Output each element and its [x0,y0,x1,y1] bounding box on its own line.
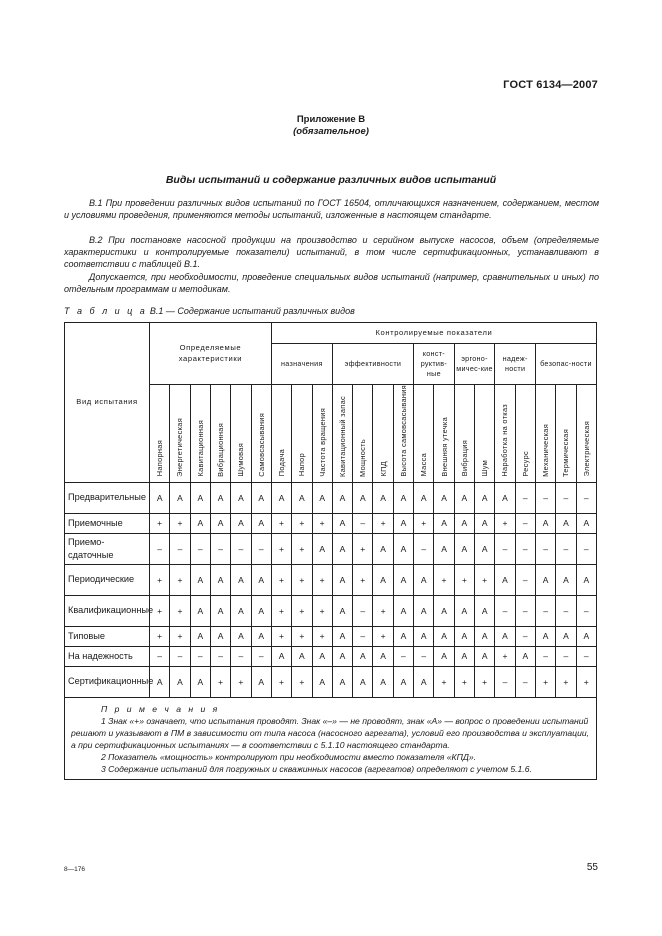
table-row [65,666,597,697]
table-cell: А [393,513,413,533]
table-cell: – [556,646,576,666]
table-cell: – [353,595,373,626]
column-header: Напорная [150,385,170,483]
table-cell: А [556,626,576,646]
column-header: Электрическая [576,385,596,483]
table-cell: А [576,513,596,533]
table-cell: А [251,626,271,646]
table-cell: – [150,533,170,564]
paragraph-b3: Допускается, при необходимости, проведение специальных видов испытаний (например, сравнительных и иных) по отдельным программам и методикам. [64,272,599,295]
table-cell: А [454,626,474,646]
column-header: Термическая [556,385,576,483]
table-cell: А [271,482,291,513]
table-cell: – [495,533,515,564]
table-cell: А [210,626,230,646]
table-cell: А [393,595,413,626]
table-cell: А [150,482,170,513]
table-cell: – [414,646,434,666]
table-cell: А [170,482,190,513]
table-cell: А [393,482,413,513]
note-item: 1 Знак «+» означает, что испытания проводят. Знак «–» — не проводят, знак «А» — вопрос о проведении испытаний решают и указывают в ПМ в зависимости от типа насоса (насосного агрегата), условий его производства и эксплуатации, а при сертификационных испытаниях — в соответствии с 5.1.10 настоящего стандарта. [71,715,590,750]
column-header: Шум [475,385,495,483]
table-cell: + [231,666,251,697]
table-cell: + [475,564,495,595]
table-cell: А [475,533,495,564]
column-header: Напор [292,385,312,483]
table-row [65,595,597,626]
table-cell: – [515,482,535,513]
table-cell: А [251,513,271,533]
table-cell: + [170,595,190,626]
row-label: На надежность [65,646,150,666]
table-cell: + [170,513,190,533]
table-cell: + [150,513,170,533]
table-cell: А [393,666,413,697]
table-cell: А [251,595,271,626]
table-cell: + [210,666,230,697]
table-cell: А [312,482,332,513]
table-row [65,513,597,533]
table-row [65,482,597,513]
table-cell: А [210,513,230,533]
table-cell: А [373,533,393,564]
table-cell: А [150,666,170,697]
table-cell: + [271,626,291,646]
table-cell: + [292,666,312,697]
table-cell: + [495,513,515,533]
subgroup-safety: безопас-ности [535,344,596,385]
table-cell: А [373,482,393,513]
table-cell: – [515,626,535,646]
table-cell: А [393,626,413,646]
row-label: Сертификационные [65,666,150,697]
table-cell: – [251,646,271,666]
table-cell: – [170,533,190,564]
table-cell: А [454,482,474,513]
table-cell: + [170,564,190,595]
subgroup-reliability: надеж-ности [495,344,536,385]
table-cell: + [475,666,495,697]
table-cell: А [332,595,352,626]
table-cell: А [475,482,495,513]
table-cell: А [292,646,312,666]
column-header: Наработка на отказ [495,385,515,483]
table-cell: А [475,513,495,533]
table-cell: А [576,626,596,646]
table-cell: А [414,482,434,513]
table-cell: А [312,533,332,564]
table-cell: А [393,533,413,564]
row-label: Типовые [65,626,150,646]
table-cell: – [231,533,251,564]
row-label: Приемочные [65,513,150,533]
column-header: Механическая [535,385,555,483]
table-cell: А [434,626,454,646]
column-header: Шумовая [231,385,251,483]
table-cell: – [515,666,535,697]
table-cell: А [231,595,251,626]
table-cell: + [292,513,312,533]
notes-heading: П р и м е ч а н и я [101,703,220,714]
table-cell: + [312,626,332,646]
table-cell: + [292,564,312,595]
table-cell: А [332,482,352,513]
table-cell: А [312,666,332,697]
table-cell: А [373,666,393,697]
table-cell: + [556,666,576,697]
table-cell: + [292,595,312,626]
column-header: Внешняя утечка [434,385,454,483]
table-cell: + [373,513,393,533]
table-cell: А [251,564,271,595]
table-cell: А [190,666,210,697]
row-label: Предварительные [65,482,150,513]
table-cell: – [535,646,555,666]
table-cell: – [515,513,535,533]
note-item: 2 Показатель «мощность» контролируют при необходимости вместо показателя «КПД». [101,751,477,762]
table-cell: А [353,666,373,697]
table-cell: А [434,513,454,533]
column-header: Подача [271,385,291,483]
table-cell: А [454,646,474,666]
column-header: Масса [414,385,434,483]
table-cell: – [535,533,555,564]
table-cell: – [190,533,210,564]
table-cell: А [332,666,352,697]
table-cell: А [475,595,495,626]
table-cell: + [535,666,555,697]
row-label: Приемо-сдаточные [65,533,150,564]
column-header: Ресурс [515,385,535,483]
table-cell: + [312,513,332,533]
table-cell: А [210,595,230,626]
table-cell: А [434,482,454,513]
table-cell: А [373,564,393,595]
table-cell: – [251,533,271,564]
table-cell: + [576,666,596,697]
table-cell: – [210,533,230,564]
table-cell: А [210,482,230,513]
table-cell: А [515,646,535,666]
table-cell: А [190,482,210,513]
table-cell: + [414,513,434,533]
table-cell: – [353,626,373,646]
table-cell: + [454,564,474,595]
table-cell: А [190,564,210,595]
table-cell: – [576,595,596,626]
table-cell: А [251,482,271,513]
subgroup-efficiency: эффективности [332,344,413,385]
table-cell: – [576,533,596,564]
table-cell: – [535,482,555,513]
table-cell: А [332,513,352,533]
table-cell: + [150,595,170,626]
table-cell: А [271,646,291,666]
table-cell: + [271,564,291,595]
table-cell: – [231,646,251,666]
table-cell: – [576,646,596,666]
table-cell: + [170,626,190,646]
table-cell: А [454,533,474,564]
table-cell: А [231,564,251,595]
page-number: 55 [586,862,598,873]
table-cell: + [312,595,332,626]
note-item: 3 Содержание испытаний для погружных и скважинных насосов (агрегатов) определяют с учетом 5.1.6. [101,763,532,774]
table-cell: А [231,513,251,533]
table-cell: – [515,533,535,564]
table-row [65,564,597,595]
table-cell: + [150,564,170,595]
table-cell: А [556,564,576,595]
table-cell: А [434,595,454,626]
column-header: Энергетическая [170,385,190,483]
table-cell: А [434,533,454,564]
table-row [65,646,597,666]
table-cell: + [271,533,291,564]
column-header: Высота самовсасывания [393,385,413,483]
table-cell: А [414,564,434,595]
table-cell: А [251,666,271,697]
column-header: Вибрация [454,385,474,483]
table-cell: + [373,595,393,626]
subgroup-ergonomic: эргоно-мичес-кие [454,344,495,385]
table-cell: – [495,666,515,697]
table-cell: А [535,564,555,595]
table-cell: А [495,482,515,513]
row-header-cell: Вид испытания [65,323,150,483]
paragraph-b2: В.2 При постановке насосной продукции на производство и серийном выпуске насосов, объем (определяемые характеристики и контролируемые показатели) испытаний, в том числе сертификационных, устанавливают в соответствии с таблицей В.1. [64,235,599,270]
test-types-table [64,322,597,780]
table-cell: + [353,533,373,564]
table-cell: А [414,626,434,646]
subgroup-design: конст-руктив-ные [414,344,455,385]
group-controlled: Контролируемые показатели [271,323,596,344]
column-header: Мощность [353,385,373,483]
table-cell: А [332,564,352,595]
paragraph-b1: В.1 При проведении различных видов испытаний по ГОСТ 16504, отличающихся назначением, содержанием, местом и условиями проведения, применяются методы испытаний, изложенные в настоящем стандарте. [64,198,599,221]
table-cell: – [515,595,535,626]
table-cell: – [353,513,373,533]
table-cell: А [353,646,373,666]
annex-subtitle: (обязательное) [293,126,369,137]
table-notes [65,697,597,779]
footer-code: 8—176 [64,866,85,873]
table-cell: А [190,513,210,533]
table-cell: + [434,666,454,697]
table-cell: А [454,513,474,533]
row-label: Периодические [65,564,150,595]
table-cell: А [292,482,312,513]
table-cell: А [170,666,190,697]
table-cell: + [271,666,291,697]
table-cell: – [210,646,230,666]
column-header: КПД [373,385,393,483]
table-cell: А [312,646,332,666]
subgroup-purpose: назначения [271,344,332,385]
table-cell: А [353,482,373,513]
table-cell: + [373,626,393,646]
table-cell: + [353,564,373,595]
table-cell: – [576,482,596,513]
table-cell: А [373,646,393,666]
table-cell: – [556,482,576,513]
column-header: Самовсасывания [251,385,271,483]
table-cell: – [170,646,190,666]
table-cell: А [393,564,413,595]
table-cell: + [271,513,291,533]
table-cell: + [312,564,332,595]
section-title: Виды испытаний и содержание различных видов испытаний [165,174,497,186]
table-cell: А [495,564,515,595]
table-cell: А [475,626,495,646]
table-cell: – [190,646,210,666]
table-cell: + [454,666,474,697]
table-cell: + [150,626,170,646]
column-header: Кавитационная [190,385,210,483]
standard-number: ГОСТ 6134—2007 [503,79,598,91]
table-cell: – [495,595,515,626]
group-determined: Определяемые характеристики [150,323,272,385]
table-cell: А [535,513,555,533]
table-cell: + [434,564,454,595]
table-cell: + [495,646,515,666]
table-cell: А [414,595,434,626]
column-header: Вибрационная [210,385,230,483]
table-row [65,626,597,646]
table-cell: А [332,626,352,646]
table-cell: А [332,646,352,666]
table-cell: – [393,646,413,666]
row-label: Квалификационные [65,595,150,626]
table-cell: А [231,626,251,646]
table-cell: А [210,564,230,595]
table-cell: + [292,533,312,564]
table-cell: – [535,595,555,626]
annex-title: Приложение В [296,114,366,125]
table-cell: А [535,626,555,646]
table-row [65,533,597,564]
table-cell: А [454,595,474,626]
table-cell: А [556,513,576,533]
table-cell: А [576,564,596,595]
table-cell: – [150,646,170,666]
table-cell: А [190,595,210,626]
table-cell: + [271,595,291,626]
table-cell: – [515,564,535,595]
table-caption: Т а б л и ц а В.1 — Содержание испытаний различных видов [64,306,355,316]
table-cell: + [292,626,312,646]
table-cell: А [414,666,434,697]
table-cell: А [332,533,352,564]
table-cell: – [414,533,434,564]
table-cell: А [434,646,454,666]
table-cell: А [231,482,251,513]
column-header: Частота вращения [312,385,332,483]
table-cell: – [556,533,576,564]
table-cell: А [495,626,515,646]
table-cell: – [556,595,576,626]
table-cell: А [190,626,210,646]
column-header: Кавитационный запас [332,385,352,483]
table-cell: А [475,646,495,666]
